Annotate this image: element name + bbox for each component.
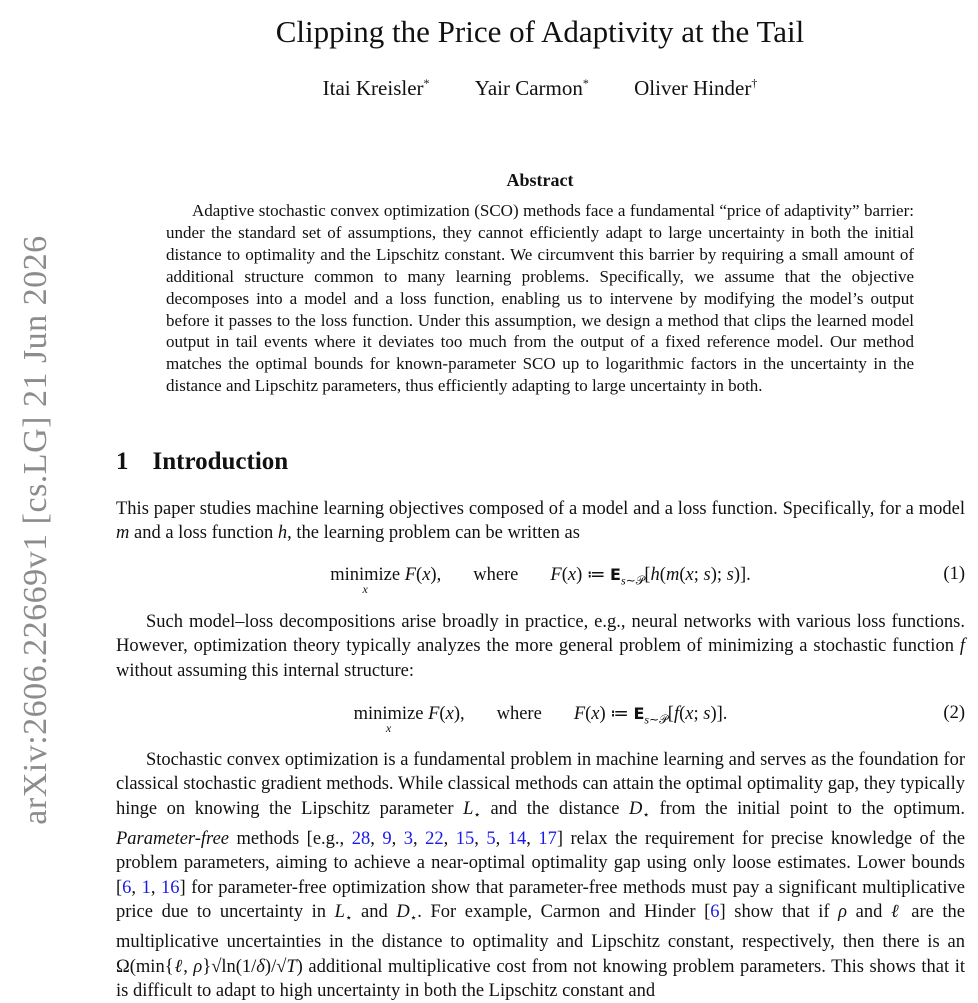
citation-link[interactable]: 16 <box>160 877 180 898</box>
equation-1 <box>116 564 965 594</box>
arxiv-sidebar <box>0 0 60 1000</box>
abstract-body: Adaptive stochastic convex optimization (SCO) methods face a fundamental “price of adaptivity” barrier: under the standard set of assumptions, they cannot efficiently adapt to large uncertainty in both the initial distance to optimality and the Lipschitz constant. We circumvent this barrier by requiring a small amount of additional structure common to many learning problems. Specifically, we assume that the objective decomposes into a model and a loss function, enabling us to intervene by modifying the model’s output before it passes to the loss function. Under this assumption, we design a method that clips the learned model output in tail events where it deviates too much from the output of a fixed reference model. Our method matches the optimal bounds for known-parameter SCO up to logarithmic factors in the uncertainty in the distance and Lipschitz parameters, thus efficiently adapting to large uncertainty in both. <box>166 201 914 396</box>
section-title: Introduction <box>152 448 289 475</box>
author-3: Oliver Hinder† <box>634 76 758 100</box>
abstract-heading: Abstract <box>506 170 574 190</box>
citation-link[interactable]: 15 <box>455 828 475 849</box>
intro-paragraph-2: Such model–loss decompositions arise broadly in practice, e.g., neural networks with various loss functions. However, optimization theory typically analyzes the more general problem of minimizing a stochastic function f without assuming this internal structure: <box>116 612 965 681</box>
intro-paragraph-1: This paper studies machine learning objectives composed of a model and a loss function. Specifically, for a model m and a loss function h, the learning problem can be written as <box>116 499 965 544</box>
section-heading <box>116 448 288 476</box>
citation-link[interactable]: 3 <box>403 828 413 849</box>
citation-link[interactable]: 6 <box>122 877 132 898</box>
section-number: 1 <box>116 448 129 475</box>
equation-2-number: (2) <box>943 703 965 723</box>
citation-link[interactable]: 9 <box>382 828 392 849</box>
citation-link[interactable]: 28 <box>351 828 371 849</box>
author-1: Itai Kreisler* <box>322 76 430 100</box>
arxiv-identifier: arXiv:2606.22669v1 [cs.LG] 21 Jun 2026 <box>17 235 54 825</box>
paper-title: Clipping the Price of Adaptivity at the Tail <box>275 14 805 49</box>
minimize-operator: minimize x <box>330 565 401 596</box>
citation-link[interactable]: 1 <box>141 877 151 898</box>
equation-1-body: minimize x F(x), where F(x) ≔ $E_{s\sim 𝒫}[h(m(x$; s); s)]. <box>330 565 751 596</box>
author-2: Yair Carmon* <box>474 76 589 100</box>
citation-link[interactable]: 22 <box>425 828 444 849</box>
citation-link[interactable]: 14 <box>507 828 527 849</box>
author-list <box>110 76 970 101</box>
citation-link[interactable]: 17 <box>538 828 557 849</box>
minimize-operator: minimize x <box>353 704 424 735</box>
equation-2 <box>116 703 965 733</box>
citation-link[interactable]: 5 <box>486 828 496 849</box>
equation-2-body: minimize x F(x), where F(x) ≔ $E_{s\sim 𝒫}[f(x$; s)]. <box>353 704 728 735</box>
citation-link[interactable]: 6 <box>710 902 720 923</box>
intro-paragraph-3: Stochastic convex optimization is a fundamental problem in machine learning and serves as the foundation for classical stochastic gradient methods. While classical methods can attain the optimal optimality gap, they typically hinge on knowing the Lipschitz parameter $L_⋆$ and the distance $D_⋆$ from the initial point to the optimum. Parameter-free methods [e.g., 28, 9, 3, 22, 15, 5, 14, 17] relax the requirement for precise knowledge of the problem parameters, aiming to achieve a near-optimal optimality gap using only loose estimates. Lower bounds [6, 1, 16] for parameter-free optimization show that parameter-free methods must pay a significant multiplicative price due to uncertainty in $L_⋆$ and $D_⋆$. For example, Carmon and Hinder [6] show that if ρ and ℓ are the multiplicative uncertainties in the distance to optimality and Lipschitz constant, respectively, then there is an Ω(min{ℓ, ρ}√ln(1/δ)/√T) additional multiplicative cost from not knowing problem parameters. This shows that it is difficult to adapt to high uncertainty in both the Lipschitz constant and <box>116 750 966 1002</box>
equation-1-number: (1) <box>943 564 965 584</box>
